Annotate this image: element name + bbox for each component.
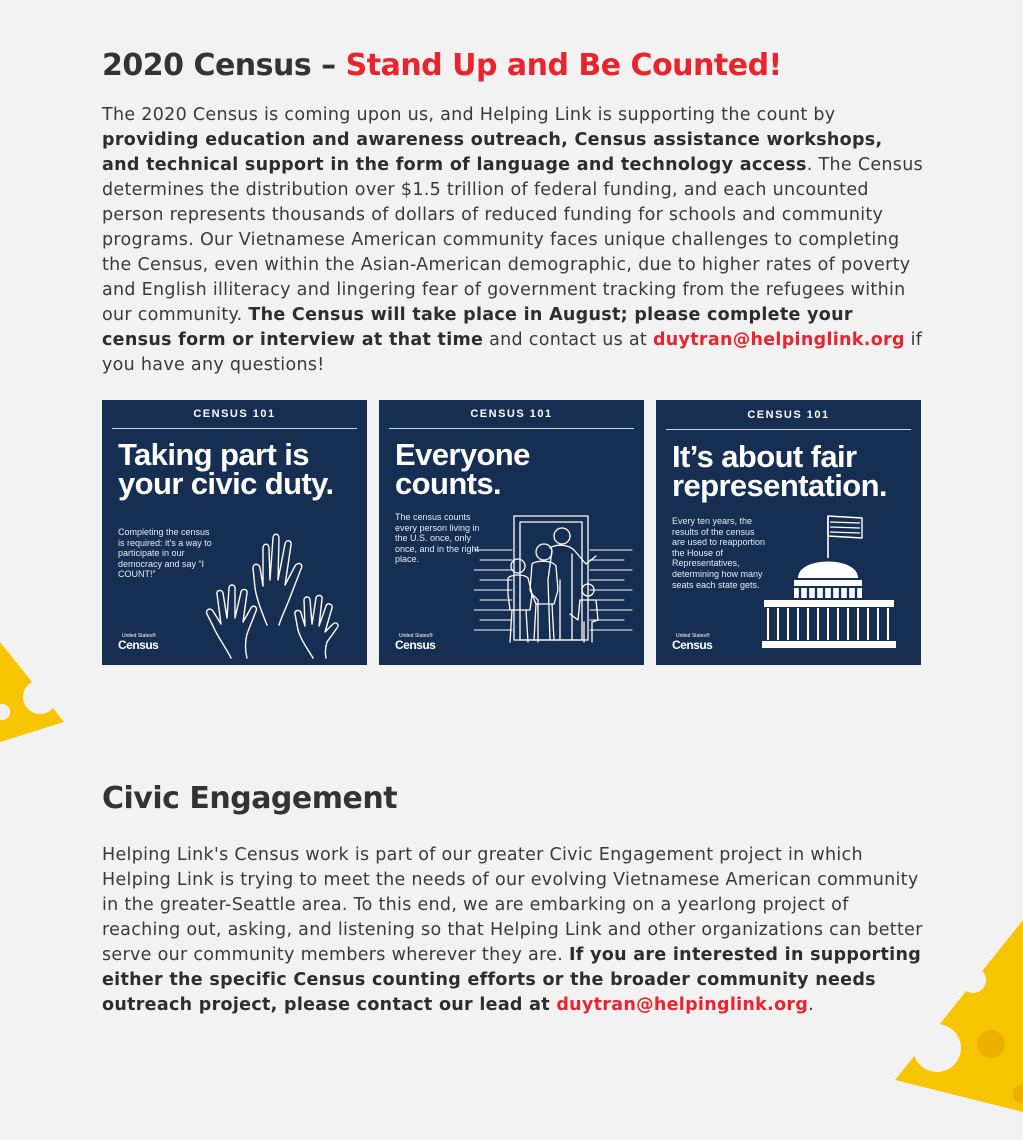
- logo-big-text: Census: [672, 638, 713, 652]
- card-headline: It’s about fair representation.: [672, 439, 887, 503]
- census-card-fair-representation: [656, 400, 921, 665]
- census-text-a: The 2020 Census is coming upon us, and Helping Link is supporting the count by: [102, 105, 836, 125]
- logo-big-text: Census: [118, 638, 159, 652]
- civic-engagement-section: [102, 781, 924, 1018]
- raised-hands-icon: [197, 530, 347, 660]
- card-divider: [389, 428, 634, 429]
- census-card-civic-duty: [102, 400, 367, 665]
- card-body: Completing the census is required: it's a way to participate in our democracy and say “I COUNT!”: [118, 527, 212, 580]
- logo-small-text: United States®: [399, 633, 433, 639]
- census-text-f: if you have any questions!: [102, 330, 923, 375]
- cheese-left-decoration: [0, 640, 70, 750]
- card-headline: Everyone counts.: [395, 437, 530, 501]
- census-title-plain: 2020 Census –: [102, 48, 346, 83]
- card-kicker: CENSUS 101: [747, 409, 830, 421]
- civic-email-link[interactable]: duytran@helpinglink.org: [556, 995, 809, 1015]
- census-card-everyone-counts: [379, 400, 644, 665]
- card-divider: [666, 429, 911, 430]
- census-title: [102, 48, 924, 84]
- census-section: [102, 48, 924, 378]
- census-title-accent: Stand Up and Be Counted!: [345, 48, 782, 83]
- family-in-doorway-icon: [474, 510, 634, 650]
- logo-small-text: United States®: [676, 633, 710, 639]
- census-bureau-logo: [672, 634, 712, 651]
- card-body: Every ten years, the results of the census are used to reapportion the House of Representatives, determining how many seats each state gets.: [672, 516, 766, 590]
- census-text-bold-1: providing education and awareness outreach, Census assistance workshops, and technical support in the form of language and technology access: [102, 130, 883, 175]
- civic-engagement-title: Civic Engagement: [102, 781, 398, 816]
- census-text-bold-2: The Census will take place in August; please complete your census form or interview at that time: [102, 305, 853, 350]
- capitol-building-icon: [756, 512, 906, 652]
- census-bureau-logo: [395, 634, 435, 651]
- card-kicker: CENSUS 101: [470, 408, 553, 420]
- card-headline: Taking part is your civic duty.: [118, 437, 334, 501]
- civic-text-bold: If you are interested in supporting either the specific Census counting efforts or the broader community needs outreach project, please contact our lead at: [102, 945, 922, 1015]
- civic-text-a: Helping Link's Census work is part of our greater Civic Engagement project in which Helping Link is trying to meet the needs of our evolving Vietnamese American community in the greater-Seattle area. To this end, we are embarking on a yearlong project of reaching out, asking, and listening so that Helping Link and other organizations can better serve our community members wherever they are.: [102, 845, 923, 965]
- card-kicker: CENSUS 101: [193, 408, 276, 420]
- civic-text-c: .: [808, 995, 815, 1015]
- census-text-c: . The Census determines the distribution over $1.5 trillion of federal funding, and each uncounted person represents thousands of dollars of reduced funding for schools and community programs. Our Vietnamese American community faces unique challenges to completing the Census, even within the Asian-American demographic, due to higher rates of poverty and English illiteracy and lingering fear of government tracking from the refugees within our community.: [102, 155, 924, 325]
- card-body: The census counts every person living in the U.S. once, only once, and in the right place.: [395, 512, 480, 565]
- census-email-link[interactable]: duytran@helpinglink.org: [652, 330, 905, 350]
- civic-paragraph: [102, 843, 924, 1018]
- census-bureau-logo: [118, 634, 158, 651]
- census-cards: [102, 400, 922, 665]
- census-paragraph: [102, 103, 924, 378]
- logo-big-text: Census: [395, 638, 436, 652]
- logo-small-text: United States®: [122, 633, 156, 639]
- census-text-e: and contact us at: [483, 330, 653, 350]
- card-divider: [112, 428, 357, 429]
